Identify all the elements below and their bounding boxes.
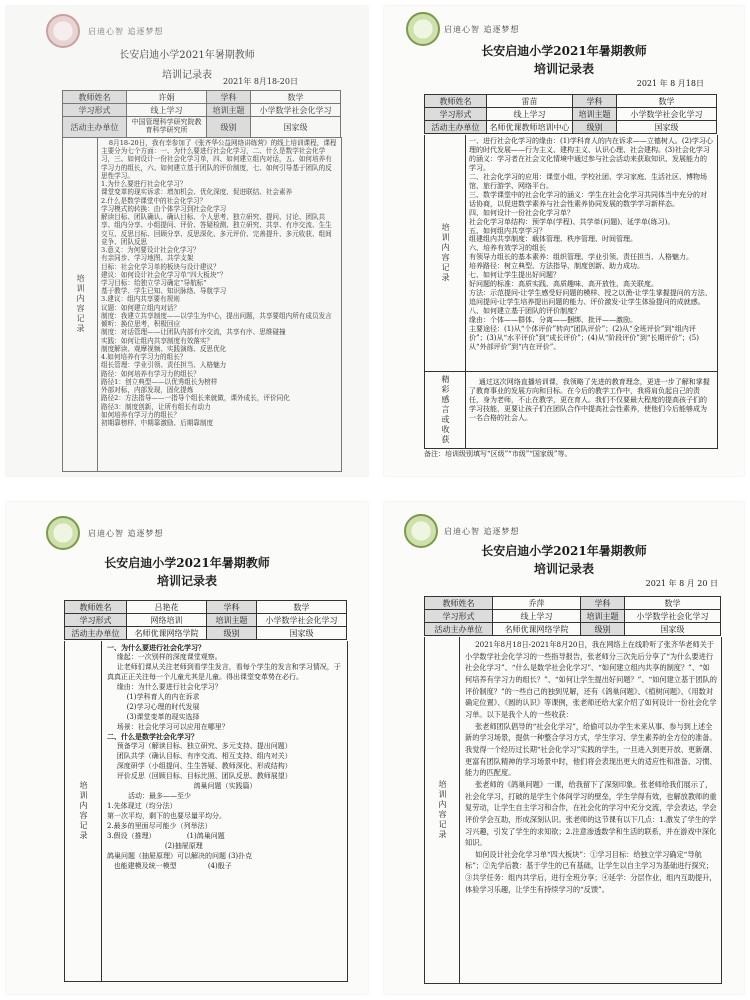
- form-label: 学习形式: [65, 614, 127, 627]
- content-box: [424, 637, 722, 984]
- content-text: 2021年8月18日-2021年8月20日，我在网络上在线聆听了张齐华老师关于小学数学社会化学习的一些指导报告，张老师分三次先后分享了“为什么要进行社会化学习”、“什么是数学社会化学习”、“如何建立组内共享的制度？”、“如何培养有学习力的组长？”、“如何让学生提出好问题？”、“如何建立基于团队的评价制度？”的一些自己的独到见解，还有《鸽巢问题》、《植树问题》、《用数对确定位置》、《圆的认识》等课例，张老师还给大家介绍了如何设计一份社会化学习单。以下是我个人的一些收获： 张老师团队倡导的“社会化学习”，给偷可以办学生未来从事、参与到上述全新的学习场景，提供一种整合学习方式，学生学习、学生素养的全方位的准备。我觉得一个经历过长期“社会化学习”实践的学生，一旦进入到更开放、更新潮、更富有团队精神的学习场景中时，他们将会表现出更大的适应性和准备、习惯、能力的匹配度。 张老师的《鸽巢问题》一课，给我留下了深刻印象。张老师给我们展示了，社会化学习，打破的是学生个体间学习的壁垒，学生学得有效，也解放教师的重复劳动，让学生自主学习和合作，在社会化的学习中充分交流，学会表达，学会评价学会互助，形成深刻认识。张老师的这节课有以下几点：1.激发了学生的学习兴趣，引发了学生的求知欲；2.注意渗透数学和生活的联系，并在游戏中深化知识。 如何设计社会化学习单“四大板块”：①学习目标：给独立学习确定“导航标”；②先学后教：基于学生的已有基础，让学生以自主学习为基础进行探究；③共学任务：组内共学后，进行全班分享；④延学：分层作业，组内互助提升，体验学习乐趣，让学生有持续学习的“反馈”。: [465, 640, 717, 894]
- level-label: 级别: [573, 121, 617, 134]
- content-text: 8月18-20日，我有幸参加了《张齐华公益网络讲练营》的线上培训课程，课程主要分为七个方面：一、为什么要进行社会化学习，二、什么是数学社会化学习，三、如何设计一份社会化学习单，四、如何建立组内对话，五、如何培养有学习力的组长，六、如何建立基于团队的评价制度，七、如何引导基于团队的反思性学习。 1.为什么要进行社会化学习？ 课堂变革的现实诉求：增加机会、优化深度、促进联结、社会素养 2.什么是数学课堂中的社会化学习？ 学习模式的转换：由个体学习到社会化学习 解读目标、团队确认、确认目标、个人思考、独立研究、提问、讨论、团队共享、组内分享、小组提问、评价、答疑检测、独立研究、共享、有序交流、生生交互、反思目标、回顾分享、反思深化、多元评价、完善提升、多元收获、组间竞争、团队反思 3.意义：为何要设计社会化学习？ 有亲同步、学习地图、共学支架 目标：社会化学习单的板块与设计建议？ 建议：如何设计社会化学习单“四大板块”？ 学习目标：给独立学习确定“导航标” 基于教学、学生已知、知识脉络、导航学习 3.建议：组内共享要有规则 议题：如何建立组内对话？ 制度：我建立共享制度——以学生为中心，提出问题，共享要组内所有成员发言 倾听：换位思考，积极回应 制度：对话管理——让团队内部有序交流，共享有序、思维碰撞 实践：如何让组内共享制度有效落实？ 制度解读、观摩视频、实践演练、反思优化 4.如何培养有学习力的组长？ 组长管理：学业引领、责任担当、人格魅力 路径：如何培养有学习力的组长？ 路径1：创立典型——以优秀组长为榜样 外部对标，内部发现，固化提炼 路径2：方法指导——一指导个组长来就做，课外成长，评价同化 路径3：制度创新，让所有组长有动力 如何培养有学习力的组长？ 初期靠榜样、中期靠激励、后期靠制度: [101, 139, 337, 427]
- training-record-sheet-4: [384, 502, 744, 994]
- training-record-sheet-2: [384, 6, 744, 476]
- form-label: 学习形式: [425, 610, 493, 623]
- info-table: [64, 600, 347, 640]
- org-value: 名师优课网络学院: [493, 623, 581, 636]
- teacher-value: 雷苗: [487, 95, 573, 108]
- teacher-value: 乔萍: [493, 597, 581, 610]
- record-date: 2021年 8月18-20日: [222, 77, 298, 86]
- content-text: 一、进行社会化学习的缘由：(1)学科育人的内在诉求——立德树人。(2)学习心理的时代发展——行为主义、建构主义、认识心理、社会建构。(3)社会化学习的涵义：学习者在社会文化情境中通过参与社会活动来获取知识、发展能力的学习。 二、社会化学习的应用：课堂小组、学校社团、学习家庭、生活社区、博物场馆、旅行游学、网络平台。 三、数学课堂中的社会化学习的涵义：学生在社会化学习共同体当中充分的对话协商，以促进数学素养与社会性素养协同发展的数学学习新样态。 四、如何设计一份社会化学习单？ 社会化学习单结构：预学单(学程)、共学单(问题)、延学单(练习)。 五、如何组内共享学习？ 组建组内共享制度：载体管理、秩序管理、时间管理。 六、培养有效学习的组长 有领导力组长的基本素养：组织管理、学业引领、责任担当、人格魅力。 培养路径：树立典型、方法指导、制度创新、助力成功。 七、如何让学生提出好问题？ 好问题的标准：高质实践、高质趣味、高开放性、高关联度。 方法：示范提问-让学生感受好问题的模样、授之以渔-让学生掌握提问的方法、追问提问-让学生培养提出问题的能力、评价激发-让学生体验提问的成就感。 八、如何建立基于团队的评价制度？ 缘由：个体——群体、分离——捆绑、批评——激励。 主要途径：(1)从“个体评价”转向“团队评价”；(2)从“全班评价”到“组内评价”；(3)从“水平评价”到“成长评价”；(4)从“阶段评价”到“长期评价”；(5)从“外部评价”到“内在评价”。: [469, 137, 713, 351]
- info-table: [424, 596, 721, 636]
- sheet-subtitle: 培训记录表: [533, 562, 594, 576]
- level-value: 国家级: [617, 121, 717, 134]
- subject-label: 学科: [581, 597, 625, 610]
- content-box: [62, 137, 342, 472]
- content-box: [64, 641, 348, 982]
- topic-value: 小学数学社会化学习: [251, 104, 341, 117]
- topic-label: 培训主题: [581, 610, 625, 623]
- teacher-value: 吕艳花: [127, 601, 207, 614]
- subject-label: 学科: [207, 601, 257, 614]
- training-record-sheet-3: [6, 502, 368, 994]
- sheet-subtitle: 培训记录表: [156, 574, 217, 588]
- sheet-title: 长安启迪小学2021年暑期教师: [119, 50, 255, 61]
- level-value: 国家级: [257, 627, 347, 640]
- subject-value: 数学: [625, 597, 721, 610]
- training-record-sheet-1: [6, 6, 368, 476]
- org-label: 活动主办单位: [65, 627, 127, 640]
- form-value: 线上学习: [493, 610, 581, 623]
- footnote: 备注：培训级别填写“区级”“市级”“国家级”等。: [424, 450, 572, 458]
- topic-value: 小学数学社会化学习: [617, 108, 717, 121]
- reflection-text: 通过这次网络直播培训课，我领略了先进的教育理念，更进一步了解和掌握了教育事业的发展方向和目标。在今后的教学工作中，我将肩负起自己的责任，身为老师，不止在教学，更在育人。我们不仅要最大程度的提高孩子们的学习技能，更要让孩子们在团队合作中提高社会性素养，使他们今后能够成为一名合格的社会人。: [469, 378, 710, 423]
- level-value: 国家级: [251, 117, 341, 138]
- slogan: 启迪心智 追逐梦想: [444, 527, 520, 536]
- info-table: [424, 94, 717, 134]
- org-value: 名师优课网络学院: [127, 627, 207, 640]
- org-value: 中国管理科学研究院教育科学研究所: [127, 117, 207, 138]
- topic-label: 培训主题: [207, 104, 251, 117]
- school-logo-icon: [46, 516, 80, 550]
- teacher-label: 教师姓名: [65, 601, 127, 614]
- form-value: 网络培训: [127, 614, 207, 627]
- topic-value: 小学数学社会化学习: [625, 610, 721, 623]
- level-label: 级别: [207, 627, 257, 640]
- org-label: 活动主办单位: [425, 121, 487, 134]
- teacher-label: 教师姓名: [425, 95, 487, 108]
- topic-value: 小学数学社会化学习: [257, 614, 347, 627]
- org-label: 活动主办单位: [63, 117, 127, 138]
- sheet-title: 长安启迪小学2021年暑期教师: [104, 556, 270, 570]
- sheet-title: 长安启迪小学2021年暑期教师: [481, 544, 647, 558]
- slogan: 启迪心智 追逐梦想: [88, 27, 164, 36]
- form-value: 线上学习: [487, 108, 573, 121]
- level-label: 级别: [207, 117, 251, 138]
- topic-label: 培训主题: [207, 614, 257, 627]
- teacher-label: 教师姓名: [425, 597, 493, 610]
- teacher-label: 教师姓名: [63, 91, 127, 104]
- slogan: 启迪心智 追逐梦想: [88, 529, 164, 538]
- sheet-title: 长安启迪小学2021年暑期教师: [481, 44, 647, 58]
- content-label: 培训内容记录: [425, 637, 460, 983]
- teacher-value: 许娟: [127, 91, 207, 104]
- subject-label: 学科: [207, 91, 251, 104]
- form-value: 线上学习: [127, 104, 207, 117]
- level-label: 级别: [581, 623, 625, 636]
- reflection-box: [424, 371, 718, 449]
- content-label: 培训内容记录: [63, 137, 98, 471]
- topic-label: 培训主题: [573, 108, 617, 121]
- record-date: 2021 年 8 月18日: [636, 79, 704, 88]
- info-table: [62, 90, 341, 138]
- org-label: 活动主办单位: [425, 623, 493, 636]
- subject-value: 数学: [617, 95, 717, 108]
- school-logo-icon: [406, 12, 440, 46]
- subject-value: 数学: [251, 91, 341, 104]
- org-value: 名师优课教师培训中心: [487, 121, 573, 134]
- form-label: 学习形式: [63, 104, 127, 117]
- record-date: 2021 年 8 月 20 日: [645, 579, 718, 588]
- subject-value: 数学: [257, 601, 347, 614]
- reflection-label: 精彩感言或收获: [425, 372, 466, 448]
- content-label: 培训内容记录: [425, 135, 466, 371]
- school-logo-icon: [46, 14, 80, 48]
- content-label: 培训内容记录: [65, 641, 102, 981]
- sheet-subtitle: 培训记录表: [162, 70, 212, 81]
- form-label: 学习形式: [425, 108, 487, 121]
- subject-label: 学科: [573, 95, 617, 108]
- slogan: 启迪心智 追逐梦想: [444, 25, 520, 34]
- sheet-subtitle: 培训记录表: [533, 62, 594, 76]
- content-box: [424, 135, 718, 372]
- level-value: 国家级: [625, 623, 721, 636]
- content-text: 一、为什么要进行社会化学习？ 缘起：一次别样的深度课堂观察。 让老师们课从关注老师到看学生发言，看每个学生的发言和学习情况，于真真正正关注每一个儿童尤其是儿童。得出课堂变革势在必行。 缘由：为什么要进行社会化学习？ (1)学科育人的内在诉求 (2)学习心理的时代发展 (3)课堂变革的现实选择 场景：社会化学习可以应用在哪里？ 二、什么是数学社会化学习？ 预备学习（解读目标、独立研究、多元支持、提出问题） 团队共学（确认目标、有序交流、相互支持、组内对关） 深度研学（小组提问、生生答疑、教师深化、形成结构） 评价反思（回顾目标、目标比照、团队反思、教师展望） 鸽巢问题（实践篇） 活动：最多——至少 1.先体现过（均分法） 第一次平均，剩下的也要尽量平均分。 2.最多的里面尽可能少（列举法） 3.假设（推理） (1)鸽巢问题 (2)抽屉原理 鸽巢问题（抽屉原理）可以解决的问题 (3)扑克 也能建模及统一模型 (4)骰子: [107, 643, 341, 870]
